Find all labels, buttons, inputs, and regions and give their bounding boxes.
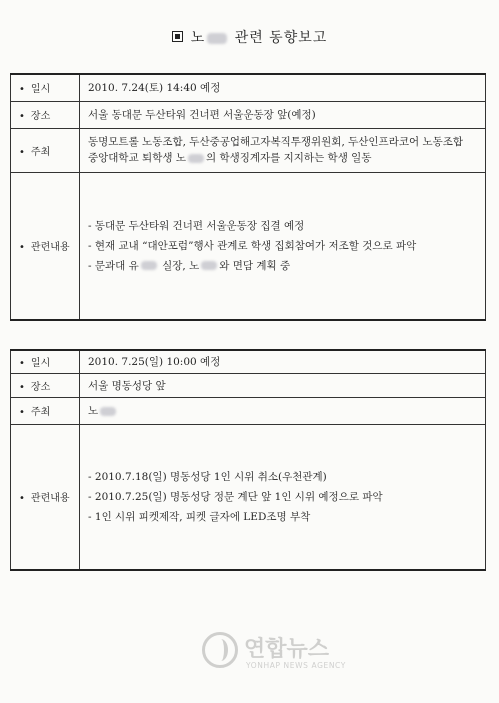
label-details: • 관련내용 bbox=[11, 424, 80, 570]
watermark-main: 연합뉴스 bbox=[244, 637, 330, 662]
redacted-name bbox=[188, 154, 204, 163]
row-host bbox=[11, 397, 486, 424]
label-date: • 일시 bbox=[11, 350, 80, 373]
row-details bbox=[11, 172, 486, 320]
square-bullet-icon bbox=[172, 31, 183, 42]
value-details bbox=[80, 172, 486, 320]
label-host: • 주최 bbox=[11, 128, 80, 172]
document-title bbox=[0, 27, 499, 47]
detail-3-prefix: - 문과대 유 bbox=[88, 259, 139, 272]
label-place: • 장소 bbox=[11, 373, 80, 397]
host-line-1: 동명모트롤 노동조합, 두산중공업해고자복직투쟁위원회, 두산인프라코어 노동조합 bbox=[88, 136, 464, 148]
label-place: • 장소 bbox=[11, 101, 80, 128]
report-table-2 bbox=[10, 349, 486, 571]
detail-item: - 동대문 두산타워 건너편 서울운동장 집결 예정 bbox=[88, 219, 305, 232]
redacted-name bbox=[141, 261, 157, 270]
row-place bbox=[11, 373, 486, 397]
host-line-2 bbox=[88, 150, 477, 166]
row-date bbox=[11, 350, 486, 373]
host-prefix: 노 bbox=[88, 405, 99, 417]
yonhap-logo-icon bbox=[202, 632, 238, 668]
value-date: 2010. 7.24(토) 14:40 예정 bbox=[80, 74, 486, 101]
row-host bbox=[11, 128, 486, 172]
host-line-2-suffix: 의 학생징계자를 지지하는 학생 일동 bbox=[205, 152, 372, 164]
title-prefix: 노 bbox=[190, 30, 206, 46]
detail-item bbox=[88, 256, 477, 276]
report-table-1 bbox=[10, 73, 486, 321]
redacted-name bbox=[100, 407, 116, 416]
watermark bbox=[202, 628, 402, 678]
value-date: 2010. 7.25(일) 10:00 예정 bbox=[80, 350, 486, 373]
redacted-name bbox=[207, 33, 227, 44]
title-suffix: 관련 동향보고 bbox=[234, 30, 328, 46]
value-place: 서울 동대문 두산타워 건너편 서울운동장 앞(예정) bbox=[80, 101, 486, 128]
value-host bbox=[80, 128, 486, 172]
row-details bbox=[11, 424, 486, 570]
value-details bbox=[80, 424, 486, 570]
detail-3-mid: 실장, 노 bbox=[162, 259, 200, 272]
detail-item: - 1인 시위 피켓제작, 피켓 글자에 LED조명 부착 bbox=[88, 510, 311, 523]
label-details: • 관련내용 bbox=[11, 172, 80, 320]
redacted-name bbox=[201, 261, 217, 270]
row-place bbox=[11, 101, 486, 128]
detail-item: - 2010.7.18(일) 명동성당 1인 시위 취소(우천관계) bbox=[88, 470, 327, 483]
value-host bbox=[80, 397, 486, 424]
row-date bbox=[11, 74, 486, 101]
label-host: • 주최 bbox=[11, 397, 80, 424]
watermark-sub: YONHAP NEWS AGENCY bbox=[246, 661, 346, 670]
value-place: 서울 명동성당 앞 bbox=[80, 373, 486, 397]
host-line-2-prefix: 중앙대학교 퇴학생 노 bbox=[88, 152, 186, 164]
label-date: • 일시 bbox=[11, 74, 80, 101]
detail-item: - 현재 교내 “대안포럼”행사 관계로 학생 집회참여가 저조할 것으로 파악 bbox=[88, 239, 417, 252]
detail-item: - 2010.7.25(일) 명동성당 정문 계단 앞 1인 시위 예정으로 파악 bbox=[88, 490, 383, 503]
detail-3-suffix: 와 면담 계획 중 bbox=[219, 259, 291, 272]
